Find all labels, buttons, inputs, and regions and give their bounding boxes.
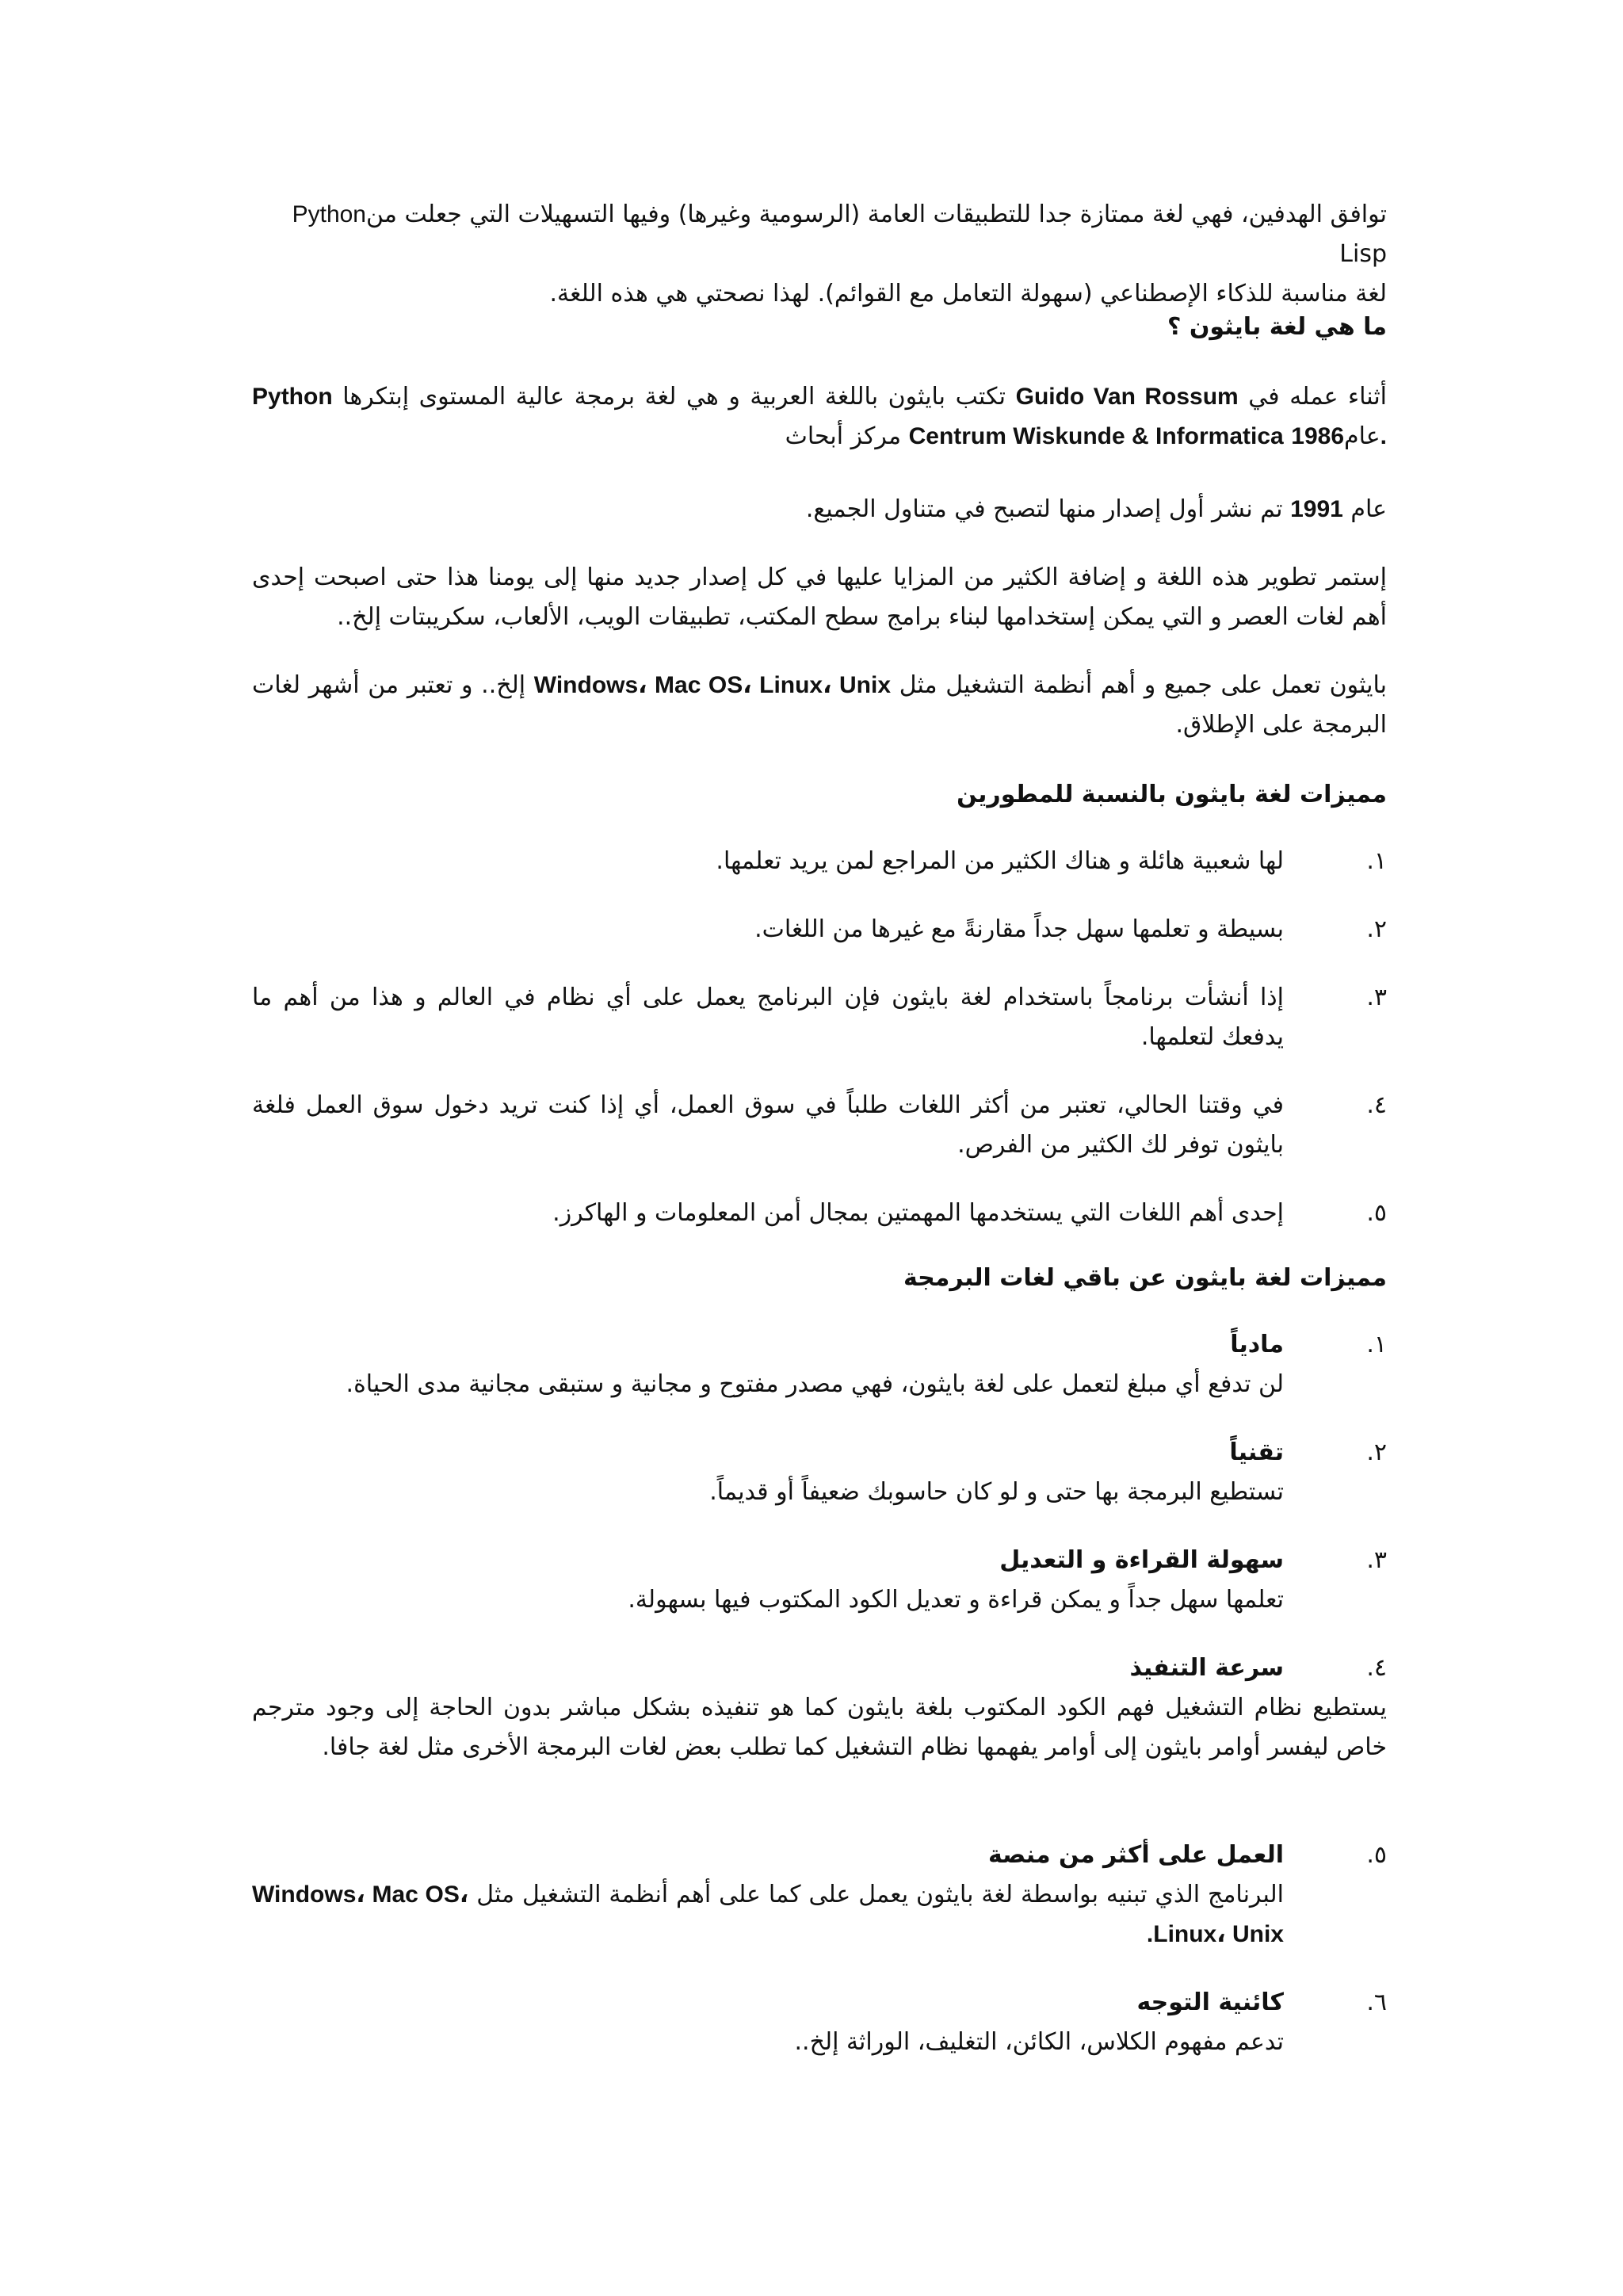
intro-line-2: لغة مناسبة للذكاء الإصطناعي (سهولة التعامل مع القوائم). لهذا نصحتي هي هذه اللغة.	[549, 280, 1387, 308]
list-number: ٤.	[1366, 1091, 1387, 1119]
heading-what-is-python: ما هي لغة بايثون ؟	[1167, 313, 1387, 341]
feature-title: سرعة التنفيذ	[1129, 1654, 1284, 1682]
os-list: Windows، Mac OS، Linux، Unix	[533, 672, 892, 698]
paragraph-development: إستمر تطوير هذه اللغة و إضافة الكثير من المزايا عليها في كل إصدار جديد منها إلى يومنا هذا حتى اصبحت إحدى أهم لغات العصر و التي يمكن إستخدامها لبناء برامج سطح المكتب، تطبيقات الويب، الألعاب، سكريبتات إلخ..	[252, 563, 1387, 631]
feature-text: تدعم مفهوم الكلاس، الكائن، التغليف، الوراثة إلخ..	[794, 2028, 1284, 2056]
feature-title: العمل على أكثر من منصة	[987, 1841, 1284, 1869]
list-item	[252, 842, 1387, 881]
list-number: ٣.	[1366, 984, 1387, 1011]
list-item-text: بسيطة و تعلمها سهل جداً مقارنةً مع غيرها من اللغات.	[754, 915, 1284, 943]
list-item	[252, 1836, 1387, 1954]
feature-text: تستطيع البرمجة بها حتى و لو كان حاسوبك ضعيفاً أو قديماً.	[709, 1478, 1284, 1506]
list-item	[252, 910, 1387, 949]
paragraph-platforms: بايثون تعمل على جميع و أهم أنظمة التشغيل مثل Windows، Mac OS، Linux، Unix إلخ.. و تعتبر من أشهر لغات البرمجة على الإطلاق.	[252, 671, 1387, 739]
list-item-text: لها شعبية هائلة و هناك الكثير من المراجع لمن يريد تعلمها.	[716, 847, 1284, 875]
list-item	[252, 1433, 1387, 1512]
list-number: ٥.	[1366, 1199, 1387, 1227]
list-item-text: إذا أنشأت برنامجاً باستخدام لغة بايثون فإن البرنامج يعمل على أي نظام في العالم و هذا من أهم ما يدفعك لتعلمها.	[252, 984, 1284, 1051]
feature-text: يستطيع نظام التشغيل فهم الكود المكتوب بلغة بايثون كما هو تنفيذه بشكل مباشر بدون الحاجة إلى وجود مترجم خاص ليفسر أوامر بايثون إلى أوامر يفهمها نظام التشغيل كما تطلب بعض لغات البرمجة الأخرى مثل لغة جافا.	[252, 1694, 1387, 1761]
center-name: Centrum Wiskunde & Informatica	[908, 423, 1284, 449]
list-item	[252, 1983, 1387, 2062]
list-item-text: في وقتنا الحالي، تعتبر من أكثر اللغات طلباً في سوق العمل، أي إذا كنت تريد دخول سوق العمل فلغة بايثون توفر لك الكثير من الفرص.	[252, 1091, 1284, 1159]
list-number: ١.	[1366, 1331, 1387, 1358]
list-number: ٦.	[1366, 1988, 1387, 2016]
feature-title: كائنية التوجه	[1136, 1988, 1284, 2016]
list-number: ٥.	[1366, 1841, 1387, 1869]
paragraph-origin: Python تكتب بايثون باللغة العربية و هي لغة برمجة عالية المستوى إبتكرها Guido Van Rossum أثناء عمله في مركز أبحاث Centrum Wiskunde & Informatica عام1986.	[252, 383, 1388, 450]
list-item	[252, 1541, 1387, 1620]
python-term: Python	[252, 384, 333, 410]
feature-text: لن تدفع أي مبلغ لتعمل على لغة بايثون، فهي مصدر مفتوح و مجانية و ستبقى مجانية مدى الحياة.	[346, 1370, 1284, 1398]
intro-python-word: Python	[292, 201, 366, 227]
intro-line-1: Pythonتوافق الهدفين، فهي لغة ممتازة جدا للتطبيقات العامة (الرسومية وغيرها) وفيها التسهيلات التي جعلت من Lisp	[292, 201, 1387, 268]
feature-title: تقنياً	[1229, 1438, 1284, 1466]
list-item	[252, 1086, 1387, 1165]
list-item	[252, 1194, 1387, 1233]
list-number: ٢.	[1366, 1438, 1387, 1466]
author-name: Guido Van Rossum	[1015, 384, 1239, 410]
list-item	[252, 978, 1387, 1057]
year-1986: 1986.	[1291, 423, 1387, 449]
year-1991: 1991	[1290, 496, 1343, 522]
feature-title: مادياً	[1230, 1331, 1284, 1358]
list-item	[252, 1325, 1387, 1404]
list-item	[252, 1648, 1387, 1767]
heading-lang-features: مميزات لغة بايثون عن باقي لغات البرمجة	[903, 1264, 1387, 1292]
feature-text: البرنامج الذي تبنيه بواسطة لغة بايثون يعمل على كما على أهم أنظمة التشغيل مثل Windows، Mac OS، Linux، Unix.	[252, 1881, 1284, 1947]
list-number: ٢.	[1366, 915, 1387, 943]
intro-paragraph	[252, 195, 1387, 314]
paragraph-first-release: عام 1991 تم نشر أول إصدار منها لتصبح في متناول الجميع.	[805, 495, 1387, 523]
list-item-text: إحدى أهم اللغات التي يستخدمها المهمتين بمجال أمن المعلومات و الهاكرز.	[552, 1199, 1284, 1227]
list-number: ١.	[1366, 847, 1387, 875]
os-list: Windows، Mac OS، Linux، Unix.	[252, 1881, 1284, 1947]
heading-dev-features: مميزات لغة بايثون بالنسبة للمطورين	[957, 781, 1387, 808]
list-number: ٣.	[1366, 1546, 1387, 1574]
feature-text: تعلمها سهل جداً و يمكن قراءة و تعديل الكود المكتوب فيها بسهولة.	[628, 1586, 1284, 1614]
feature-title: سهولة القراءة و التعديل	[999, 1546, 1284, 1574]
list-number: ٤.	[1366, 1654, 1387, 1682]
